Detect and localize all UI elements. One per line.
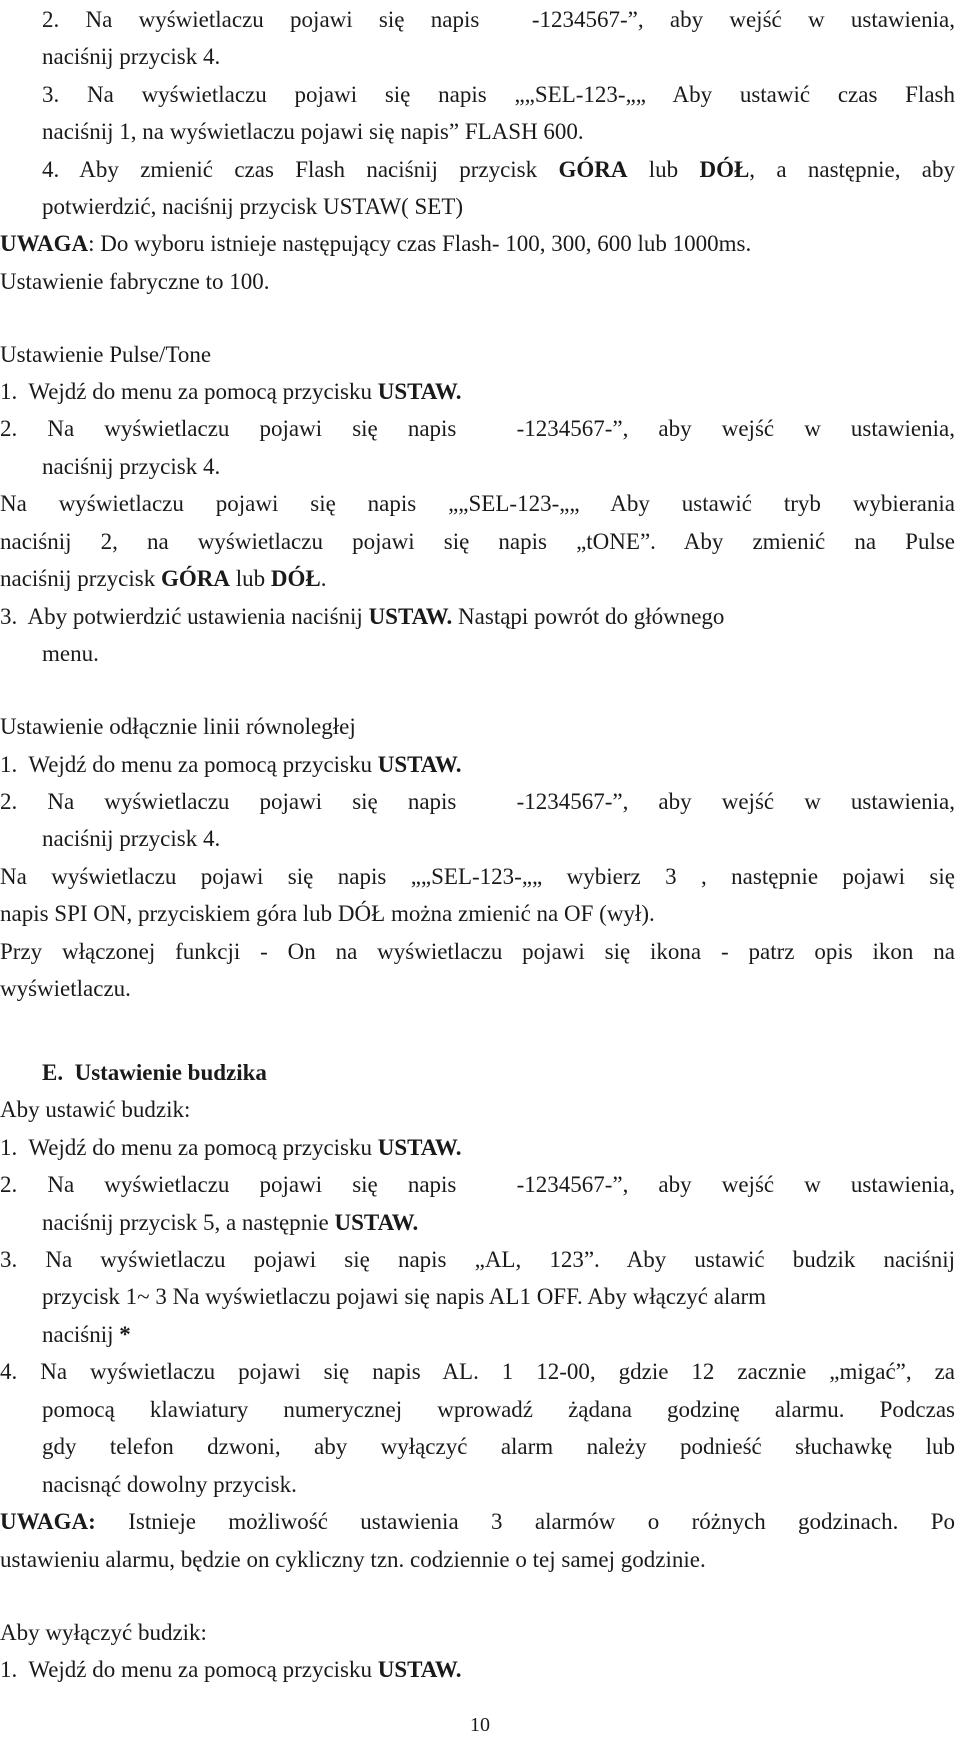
text-run: Nastąpi powrót do głównego (452, 604, 725, 629)
text-line (0, 1245, 955, 1275)
text-line (0, 787, 955, 817)
text-run: Przy włączonej funkcji - On na wyświetlaczu pojawi się ikona - patrz opis ikon na (0, 939, 955, 964)
text-line (0, 974, 955, 1004)
text-line (0, 602, 955, 632)
text-run: 1. Wejdź do menu za pomocą przycisku (0, 1135, 378, 1160)
text-run: pomocą klawiatury numerycznej wprowadź żądana godzinę alarmu. Podczas (42, 1397, 955, 1422)
text-run: 2. Na wyświetlaczu pojawi się napis -1234567-”, aby wejść w ustawienia, (0, 416, 955, 441)
bold-text: * (119, 1322, 131, 1347)
text-run: 4. Na wyświetlaczu pojawi się napis AL. 1 12-00, gdzie 12 zacznie „migać”, za (0, 1359, 955, 1384)
text-run: potwierdzić, naciśnij przycisk USTAW( SET) (42, 194, 464, 219)
text-line (0, 340, 955, 370)
text-line (0, 489, 955, 519)
text-run: naciśnij przycisk 4. (42, 44, 221, 69)
text-run: 3. Aby potwierdzić ustawienia naciśnij (0, 604, 369, 629)
text-run: lub (229, 566, 271, 591)
text-line (0, 1170, 955, 1200)
text-run: naciśnij 2, na wyświetlaczu pojawi się napis „tONE”. Aby zmienić na Pulse (0, 529, 955, 554)
text-run: Aby wyłączyć budzik: (0, 1620, 207, 1645)
bold-text: DÓŁ (270, 566, 321, 591)
text-line (0, 899, 955, 929)
text-line (0, 414, 955, 444)
text-run: 1. Wejdź do menu za pomocą przycisku (0, 379, 378, 404)
page-number: 10 (470, 1714, 490, 1736)
text-run: naciśnij przycisk 5, a następnie (42, 1210, 335, 1235)
text-line (42, 42, 955, 72)
text-run: 1. Wejdź do menu za pomocą przycisku (0, 1657, 378, 1682)
text-run: nacisnąć dowolny przycisk. (42, 1472, 297, 1497)
text-line (42, 5, 955, 35)
bold-text: USTAW. (368, 604, 453, 629)
bold-text: USTAW. (377, 1135, 462, 1160)
text-line (0, 862, 955, 892)
text-run: Ustawienie Pulse/Tone (0, 342, 212, 367)
text-line (42, 1432, 955, 1462)
text-run: 3. Na wyświetlaczu pojawi się napis „„SEL-123-„„ Aby ustawić czas Flash (42, 82, 955, 107)
text-line (42, 192, 955, 222)
text-run: 4. Aby zmienić czas Flash naciśnij przycisk (42, 157, 559, 182)
text-line (0, 229, 955, 259)
text-run: Na wyświetlaczu pojawi się napis „„SEL-123-„„ wybierz 3 , następnie pojawi się (0, 864, 955, 889)
bold-text: UWAGA: (0, 1509, 96, 1534)
text-run: napis SPI ON, przyciskiem góra lub DÓŁ można zmienić na OF (wył). (0, 901, 655, 926)
bold-text: USTAW. (377, 1657, 462, 1682)
text-line (42, 452, 955, 482)
bold-text: GÓRA (558, 157, 628, 182)
text-run: naciśnij przycisk 4. (42, 454, 221, 479)
text-run: Ustawienie fabryczne to 100. (0, 269, 270, 294)
text-run: lub (627, 157, 700, 182)
text-line (0, 1545, 955, 1575)
text-line (0, 564, 955, 594)
text-run: 3. Na wyświetlaczu pojawi się napis „AL, 123”. Aby ustawić budzik naciśnij (0, 1247, 955, 1272)
text-line (42, 639, 955, 669)
bold-text: USTAW. (377, 379, 462, 404)
bold-text: UWAGA (0, 231, 89, 256)
bold-text: GÓRA (160, 566, 230, 591)
text-line (0, 1655, 955, 1685)
text-line (42, 1208, 955, 1238)
text-line (42, 1395, 955, 1425)
text-line (0, 1095, 955, 1125)
text-run: menu. (42, 641, 99, 666)
text-run: 2. Na wyświetlaczu pojawi się napis -1234567-”, aby wejść w ustawienia, (0, 789, 955, 814)
text-run: 2. Na wyświetlaczu pojawi się napis -1234567-”, aby wejść w ustawienia, (0, 1172, 955, 1197)
text-line (0, 712, 955, 742)
text-line (0, 1507, 955, 1537)
bold-text: DÓŁ (699, 157, 750, 182)
bold-text: USTAW. (377, 752, 462, 777)
text-line (42, 1282, 955, 1312)
bold-text: E. Ustawienie budzika (42, 1060, 267, 1085)
text-run: 2. Na wyświetlaczu pojawi się napis -1234567-”, aby wejść w ustawienia, (42, 7, 955, 32)
text-line (42, 1470, 955, 1500)
text-run: naciśnij 1, na wyświetlaczu pojawi się napis” FLASH 600. (42, 119, 584, 144)
text-line (42, 1320, 955, 1350)
text-line (0, 1618, 955, 1648)
text-run: wyświetlaczu. (0, 976, 131, 1001)
text-line (42, 80, 955, 110)
text-line (42, 824, 955, 854)
text-run: Na wyświetlaczu pojawi się napis „„SEL-123-„„ Aby ustawić tryb wybierania (0, 491, 955, 516)
text-run: 1. Wejdź do menu za pomocą przycisku (0, 752, 378, 777)
text-run: Ustawienie odłącznie linii równoległej (0, 714, 356, 739)
text-line (0, 750, 955, 780)
text-run: Aby ustawić budzik: (0, 1097, 191, 1122)
text-run: ustawieniu alarmu, będzie on cykliczny tzn. codziennie o tej samej godzinie. (0, 1547, 706, 1572)
text-line (0, 937, 955, 967)
text-line (0, 527, 955, 557)
text-line (0, 377, 955, 407)
text-run: Istnieje możliwość ustawienia 3 alarmów o różnych godzinach. Po (95, 1509, 955, 1534)
bold-text: USTAW. (334, 1210, 419, 1235)
text-line (42, 1058, 955, 1088)
text-run: , a następnie, aby (749, 157, 956, 182)
text-run: naciśnij przycisk 4. (42, 826, 221, 851)
text-line (0, 1357, 955, 1387)
text-line (0, 267, 955, 297)
text-line (42, 155, 955, 185)
text-line (0, 1133, 955, 1163)
text-run: naciśnij przycisk (0, 566, 161, 591)
text-run: naciśnij (42, 1322, 120, 1347)
text-run: przycisk 1~ 3 Na wyświetlaczu pojawi się napis AL1 OFF. Aby włączyć alarm (42, 1284, 767, 1309)
text-run: : Do wyboru istnieje następujący czas Flash- 100, 300, 600 lub 1000ms. (88, 231, 752, 256)
text-run: gdy telefon dzwoni, aby wyłączyć alarm należy podnieść słuchawkę lub (42, 1434, 955, 1459)
text-line (42, 117, 955, 147)
text-run: . (320, 566, 327, 591)
